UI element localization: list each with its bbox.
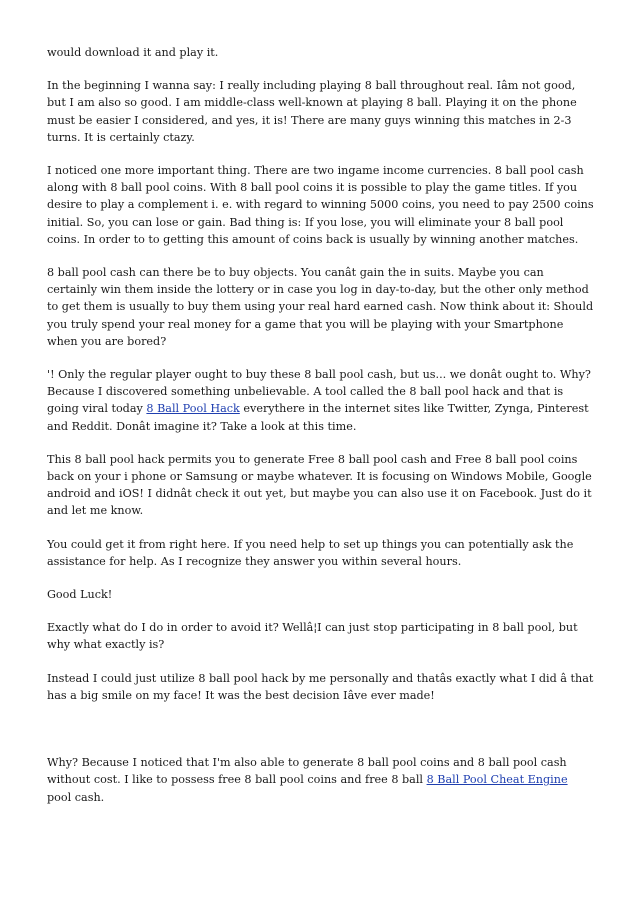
paragraph-11-text-before: Why? Because I noticed that I'm also able to generate 8 ball pool coins and 8 ball pool cash without cost. I like to possess free 8 ball pool coins and free 8 ball: [47, 756, 567, 787]
paragraph-2: In the beginning I wanna say: I really including playing 8 ball throughout real. Iâm not good, but I am also so good. I am middle-class well-known at playing 8 ball. Playing it on the phone must be easier I considered, and yes, it is! There are many guys winning this matches in 2-3 turns. It is certainly ctazy.: [47, 79, 577, 144]
paragraph-6: This 8 ball pool hack permits you to generate Free 8 ball pool cash and Free 8 ball pool coins back on your i phone or Samsung or maybe whatever. It is focusing on Windows Mobile, Google android and iOS! I didnât check it out yet, but maybe you can also use it on Facebook. Just do it and let me know.: [47, 452, 592, 518]
cheat-engine-link[interactable]: 8 Ball Pool Cheat Engine: [426, 773, 568, 787]
paragraph-11-text-after: pool cash.: [47, 790, 105, 804]
paragraph-11: [47, 754, 595, 806]
paragraph-5-text-after: everythere in the internet sites like Twitter, Zynga, Pinterest and Reddit. Donât imagine it? Take a look at this time.: [47, 402, 589, 433]
hack-link[interactable]: 8 Ball Pool Hack: [146, 402, 240, 416]
paragraph-4: 8 ball pool cash can there be to buy objects. You canât gain the in suits. Maybe you can certainly win them inside the lottery or in case you log in day-to-day, but the other only method to get them is usually to buy them using your real hard earned cash. Now think about it: Should you truly spend your real money for a game that you will be playing with your Smartphone when you are bored?: [47, 266, 594, 348]
paragraph-7: You could get it from right here. If you need help to set up things you can potentially ask the assistance for help. As I recognize they answer you within several hours.: [47, 537, 574, 568]
paragraph-9: Exactly what do I do in order to avoid it? Wellâ¦I can just stop participating in 8 ball pool, but why what exactly is?: [47, 621, 578, 652]
paragraph-10: Instead I could just utilize 8 ball pool hack by me personally and thatâs exactly what I did â that has a big smile on my face! It was the best decision Iâve ever made!: [47, 671, 594, 702]
paragraph-5-text-before: '! Only the regular player ought to buy these 8 ball pool cash, but us... we donât ought to. Why? Because I discovered something unbelievable. A tool called the 8 ball pool hack and that is going viral today: [47, 368, 591, 416]
paragraph-3: I noticed one more important thing. There are two ingame income currencies. 8 ball pool cash along with 8 ball pool coins. With 8 ball pool coins it is possible to play the game titles. If you desire to play a complement i. e. with regard to winning 5000 coins, you need to pay 2500 coins initial. So, you can lose or gain. Bad thing is: If you lose, you will eliminate your 8 ball pool coins. In order to to getting this amount of coins back is usually by winning another matches.: [47, 164, 594, 246]
paragraph-5: [47, 366, 595, 435]
blank-space: [47, 720, 595, 754]
document-page: [47, 44, 595, 822]
paragraph-8: Good Luck!: [47, 588, 113, 602]
paragraph-1: would download it and play it.: [47, 46, 219, 59]
